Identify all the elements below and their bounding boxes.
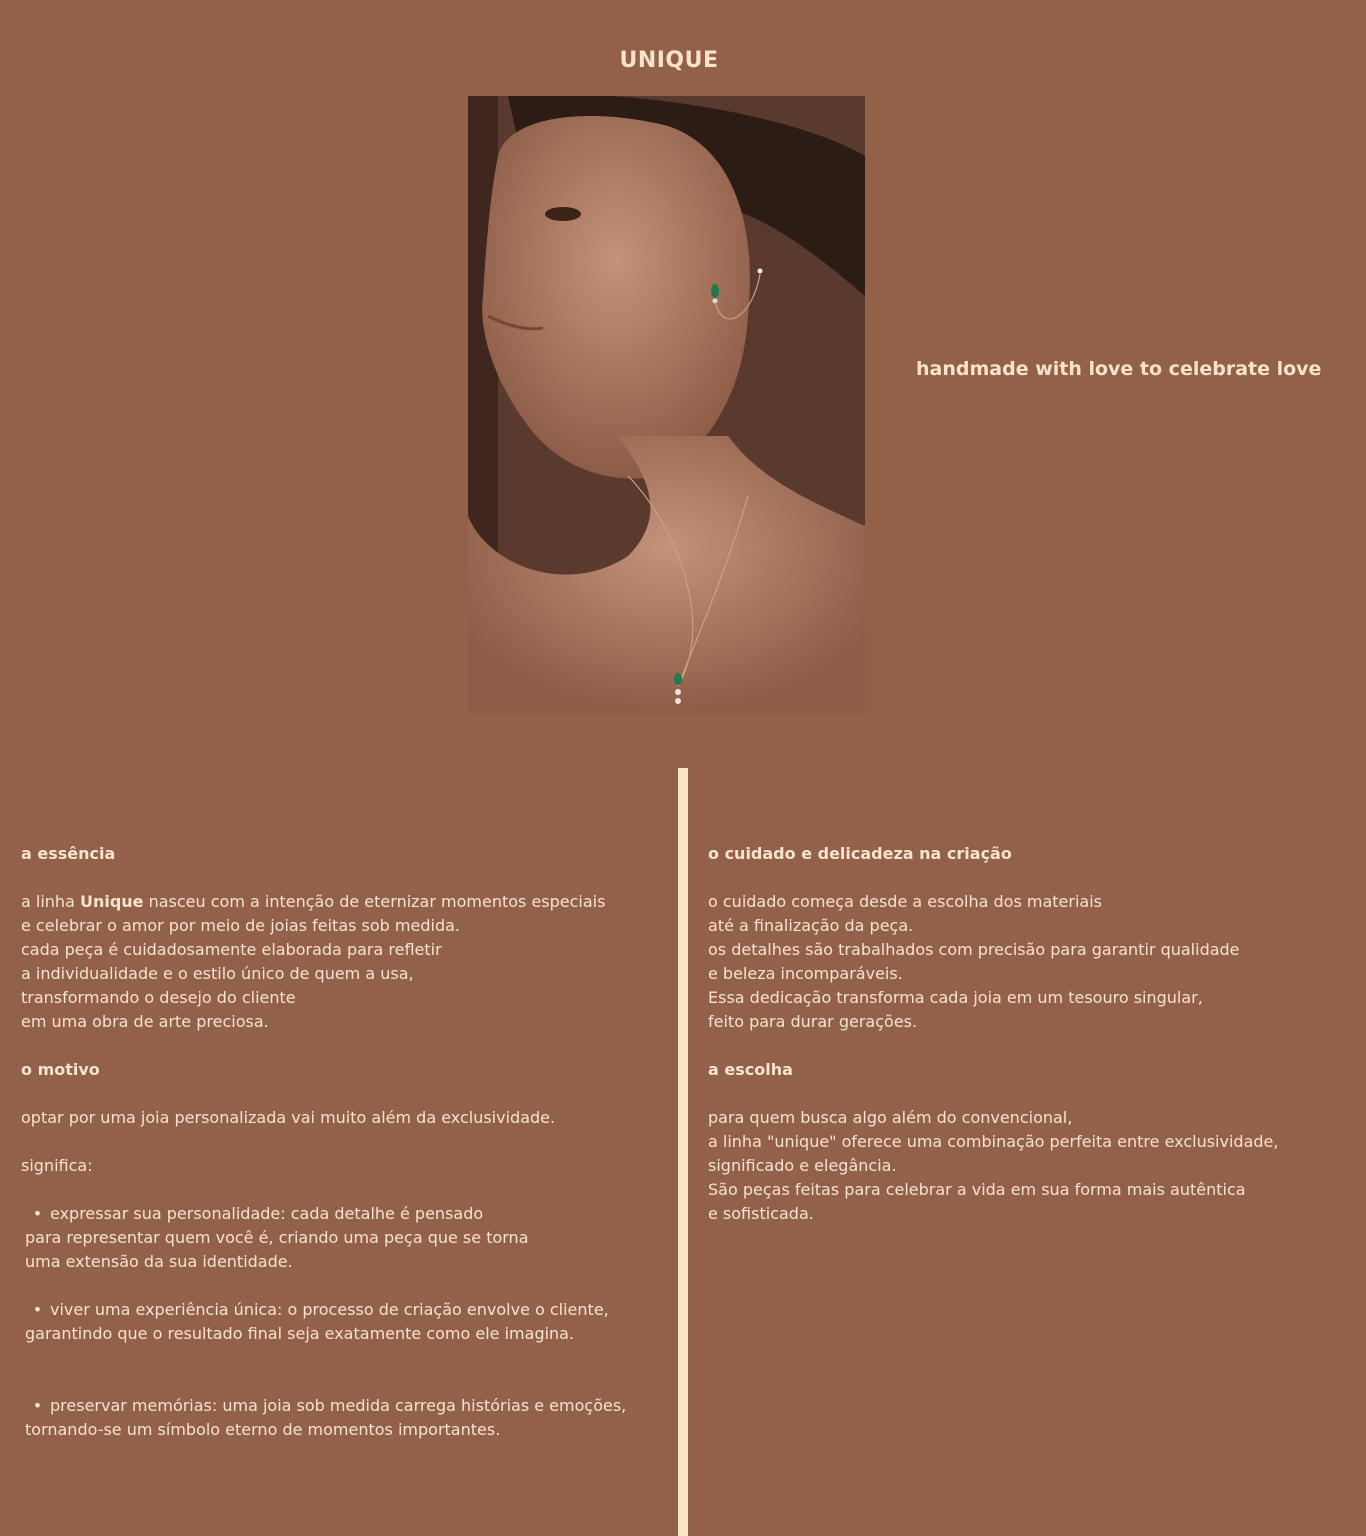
portrait-illustration bbox=[468, 96, 865, 714]
list-item-rest: para representar quem você é, criando uma peça que se torna uma extensão da sua identidade. bbox=[25, 1228, 529, 1271]
choice-heading: a escolha bbox=[708, 1060, 793, 1079]
choice-text: para quem busca algo além do convencional, a linha "unique" oferece uma combinação perfeita entre exclusividade, significado e elegância. São peças feitas para celebrar a vida em sua forma mais autêntica e sofisticada. bbox=[708, 1108, 1279, 1223]
essence-paragraph bbox=[21, 890, 671, 1034]
page-title: UNIQUE bbox=[619, 48, 719, 73]
column-divider bbox=[678, 768, 688, 1536]
list-item bbox=[21, 1298, 671, 1346]
motive-heading: o motivo bbox=[21, 1060, 100, 1079]
list-item-first-line: viver uma experiência única: o processo de criação envolve o cliente, bbox=[50, 1300, 609, 1319]
motive-text: optar por uma joia personalizada vai muito além da exclusividade. bbox=[21, 1108, 556, 1127]
list-item bbox=[21, 1394, 671, 1442]
bullet-icon: • bbox=[32, 1396, 43, 1415]
essence-body: nasceu com a intenção de eternizar momentos especiais e celebrar o amor por meio de joias feitas sob medida. cada peça é cuidadosamente elaborada para refletir a individualidade e o estilo único de quem a usa, transformando o desejo do cliente em uma obra de arte preciosa. bbox=[21, 892, 606, 1031]
essence-heading: a essência bbox=[21, 844, 116, 863]
essence-intro: a linha bbox=[21, 892, 80, 911]
tagline: handmade with love to celebrate love bbox=[916, 358, 1322, 380]
model-photo bbox=[468, 96, 865, 714]
bullet-icon: • bbox=[32, 1300, 43, 1319]
left-column bbox=[21, 842, 671, 1442]
list-item-rest: garantindo que o resultado final seja exatamente como ele imagina. bbox=[25, 1324, 575, 1343]
list-item bbox=[21, 1202, 671, 1274]
list-item-first-line: expressar sua personalidade: cada detalhe é pensado bbox=[50, 1204, 484, 1223]
bullet-icon: • bbox=[32, 1204, 43, 1223]
brand-name: Unique bbox=[79, 892, 144, 911]
means-label: significa: bbox=[21, 1156, 93, 1175]
list-item-first-line: preservar memórias: uma joia sob medida carrega histórias e emoções, bbox=[50, 1396, 627, 1415]
list-item-rest: tornando-se um símbolo eterno de momentos importantes. bbox=[25, 1420, 501, 1439]
care-heading: o cuidado e delicadeza na criação bbox=[708, 844, 1012, 863]
care-text: o cuidado começa desde a escolha dos materiais até a finalização da peça. os detalhes são trabalhados com precisão para garantir qualidade e beleza incomparáveis. Essa dedicação transforma cada joia em um tesouro singular, feito para durar gerações. bbox=[708, 892, 1240, 1031]
right-column bbox=[708, 842, 1348, 1226]
